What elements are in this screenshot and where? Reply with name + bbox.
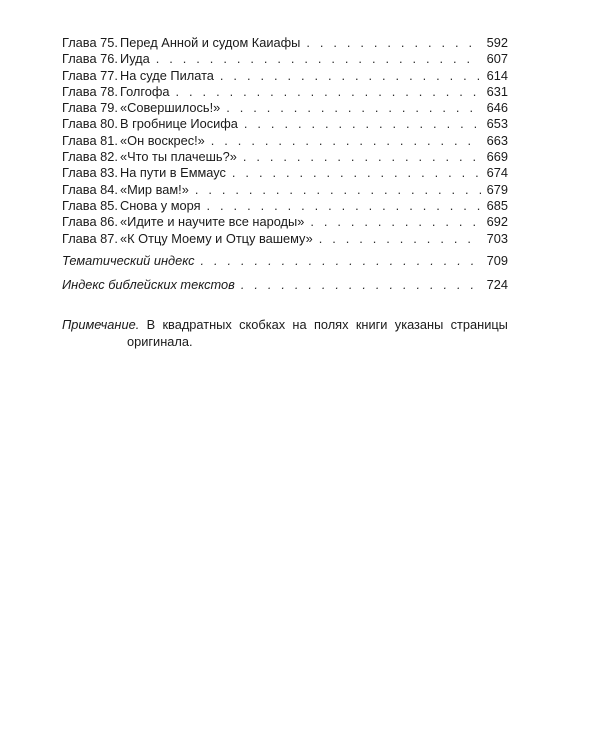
- dot-leader: [310, 214, 480, 230]
- toc-entry: [62, 35, 508, 51]
- dot-leader: [244, 116, 481, 132]
- chapter-number: Глава 87.: [62, 230, 118, 246]
- toc-entry: [62, 165, 508, 181]
- chapter-title: На пути в Еммаус: [120, 165, 226, 181]
- chapter-title: «Идите и научите все народы»: [120, 214, 305, 230]
- chapter-number: Глава 76.: [62, 51, 118, 67]
- page-number: 709: [486, 252, 508, 268]
- chapter-title: В гробнице Иосифа: [120, 116, 238, 132]
- chapter-number: Глава 80.: [62, 116, 118, 132]
- page-number: 653: [486, 116, 508, 132]
- page-number: 692: [486, 214, 508, 230]
- toc-entry: [62, 133, 508, 149]
- chapter-title: Голгофа: [120, 83, 170, 99]
- page-number: 631: [486, 83, 508, 99]
- page-number: 685: [486, 197, 508, 213]
- toc-entry: [62, 231, 508, 247]
- page-number: 663: [486, 132, 508, 148]
- dot-leader: [243, 149, 481, 165]
- chapter-title: «Что ты плачешь?»: [120, 149, 237, 165]
- page-number: 607: [486, 51, 508, 67]
- toc-entry: [62, 149, 508, 165]
- chapter-number: Глава 78.: [62, 83, 118, 99]
- footnote-word: скобках: [239, 317, 286, 332]
- toc-entry: [62, 84, 508, 100]
- dot-leader: [319, 231, 481, 247]
- page-number: 724: [486, 277, 508, 293]
- chapter-number: Глава 82.: [62, 149, 118, 165]
- toc-index-entry: [62, 277, 508, 293]
- chapter-title: Перед Анной и судом Каиафы: [120, 35, 301, 50]
- dot-leader: [211, 133, 481, 149]
- chapter-title: Иуда: [120, 51, 150, 67]
- footnote-line: [62, 317, 508, 334]
- toc-entry: [62, 116, 508, 132]
- page-number: 669: [486, 149, 508, 165]
- chapter-number: Глава 75.: [62, 35, 118, 50]
- dot-leader: [176, 84, 481, 100]
- dot-leader: [226, 100, 480, 116]
- toc-entry: [62, 51, 508, 67]
- chapter-number: Глава 81.: [62, 132, 118, 148]
- footnote: [62, 317, 508, 350]
- dot-leader: [156, 51, 481, 67]
- dot-leader: [306, 35, 480, 51]
- footnote-word: В: [146, 317, 156, 332]
- chapter-title: «Совершилось!»: [120, 100, 221, 116]
- table-of-contents: [62, 35, 508, 293]
- chapter-title: На суде Пилата: [120, 67, 214, 83]
- footnote-word: книги: [355, 317, 388, 332]
- index-title: Тематический индекс: [62, 252, 195, 268]
- toc-entry: [62, 198, 508, 214]
- page-number: 679: [486, 181, 508, 197]
- footnote-word: указаны: [394, 317, 444, 332]
- page-number: 674: [486, 165, 508, 181]
- toc-entry: [62, 100, 508, 116]
- chapter-title: «К Отцу Моему и Отцу вашему»: [120, 230, 313, 246]
- page-number: 614: [486, 67, 508, 83]
- toc-entry: [62, 182, 508, 198]
- toc-index-entry: [62, 253, 508, 269]
- chapter-number: Глава 83.: [62, 165, 118, 181]
- chapter-title: «Мир вам!»: [120, 181, 189, 197]
- dot-leader: [232, 165, 481, 181]
- footnote-line: оригинала.: [127, 333, 193, 349]
- footnote-label: Примечание.: [62, 317, 140, 332]
- chapter-title: Снова у моря: [120, 197, 201, 213]
- chapter-number: Глава 86.: [62, 214, 118, 230]
- chapter-number: Глава 77.: [62, 67, 118, 83]
- index-title: Индекс библейских текстов: [62, 277, 235, 293]
- footnote-word: полях: [313, 317, 349, 332]
- toc-entry: [62, 214, 508, 230]
- page-number: 703: [486, 230, 508, 246]
- footnote-word: на: [292, 317, 307, 332]
- dot-leader: [195, 182, 481, 198]
- chapter-title: «Он воскрес!»: [120, 132, 205, 148]
- dot-leader: [241, 277, 481, 293]
- page-number: 592: [486, 35, 508, 50]
- footnote-word: квадратных: [162, 317, 232, 332]
- dot-leader: [201, 253, 481, 269]
- dot-leader: [220, 68, 481, 84]
- page-number: 646: [486, 100, 508, 116]
- chapter-number: Глава 79.: [62, 100, 118, 116]
- footnote-word: страницы: [450, 317, 508, 332]
- toc-entry: [62, 68, 508, 84]
- chapter-number: Глава 85.: [62, 197, 118, 213]
- chapter-number: Глава 84.: [62, 181, 118, 197]
- dot-leader: [207, 198, 481, 214]
